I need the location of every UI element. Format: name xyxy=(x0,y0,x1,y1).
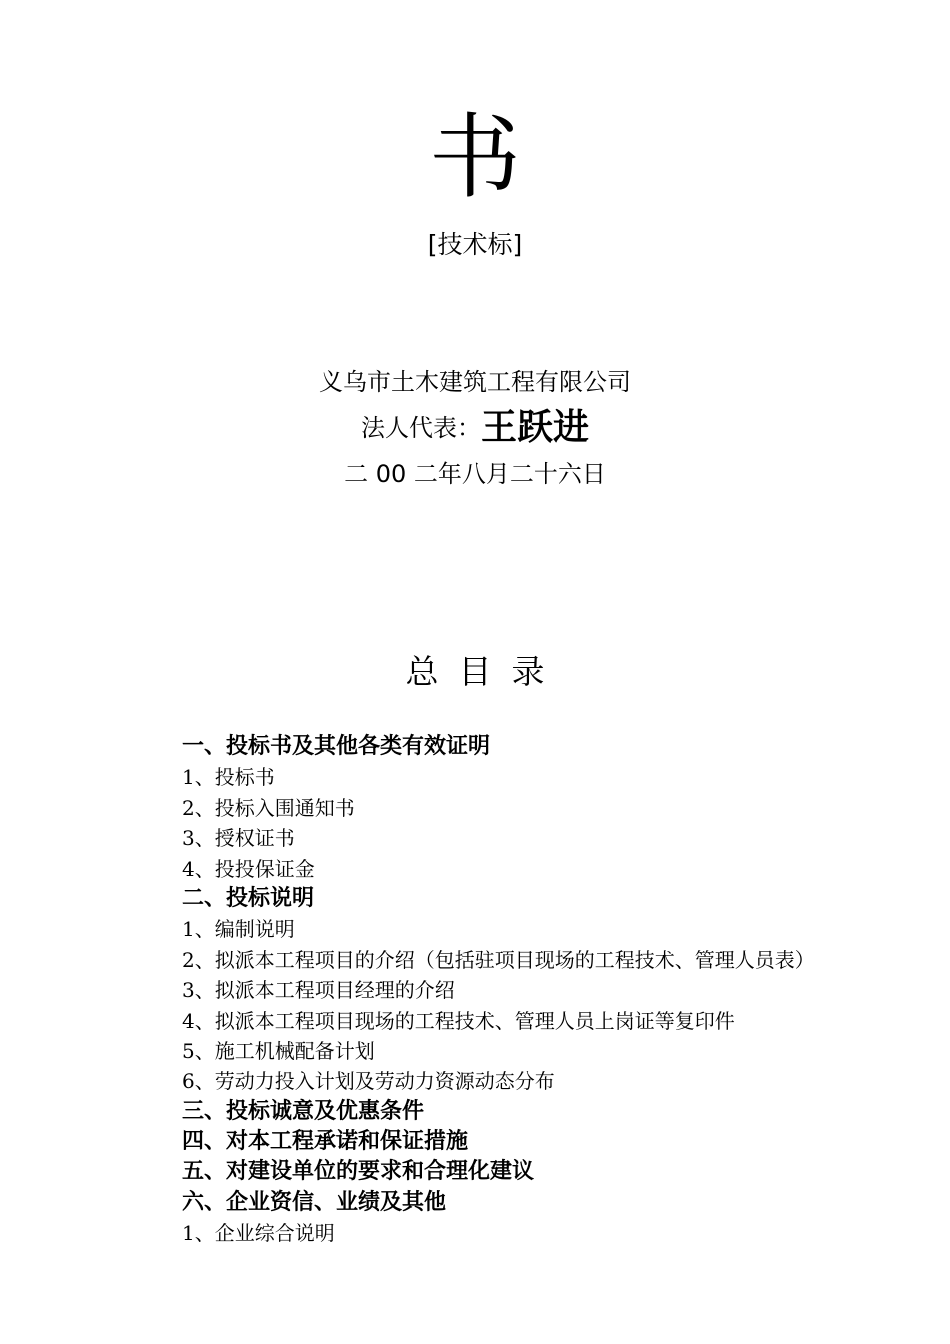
toc-item: 5、施工机械配备计划 xyxy=(182,1038,375,1063)
toc-section-heading: 一、投标书及其他各类有效证明 xyxy=(182,734,491,759)
toc-item: 1、投标书 xyxy=(182,765,275,790)
toc-item: 2、拟派本工程项目的介绍（包括驻项目现场的工程技术、管理人员表） xyxy=(182,947,815,972)
company-name: 义乌市土木建筑工程有限公司 xyxy=(319,368,631,396)
toc-section-heading: 二、投标说明 xyxy=(182,885,315,911)
document-date: 二 00 二年八月二十六日 xyxy=(344,460,606,488)
legal-rep-label: 法人代表： xyxy=(360,414,481,442)
toc-section-heading: 四、对本工程承诺和保证措施 xyxy=(182,1129,469,1155)
toc-item: 4、投投保证金 xyxy=(182,856,315,881)
legal-representative-line xyxy=(0,407,950,448)
toc-item: 1、编制说明 xyxy=(182,917,295,942)
cover-subtitle: [技术标] xyxy=(427,230,523,259)
legal-rep-name: 王跃进 xyxy=(480,407,589,448)
toc-item: 6、劳动力投入计划及劳动力资源动态分布 xyxy=(182,1069,555,1094)
toc-item: 4、拟派本工程项目现场的工程技术、管理人员上岗证等复印件 xyxy=(182,1008,735,1033)
toc-heading: 总目录 xyxy=(405,652,565,691)
toc-item: 3、授权证书 xyxy=(182,826,295,851)
toc-item: 2、投标入围通知书 xyxy=(182,795,355,820)
toc-section-heading: 五、对建设单位的要求和合理化建议 xyxy=(182,1159,535,1185)
table-of-contents xyxy=(182,732,815,1249)
cover-title: 书 xyxy=(428,104,521,211)
toc-section-heading: 三、投标诚意及优惠条件 xyxy=(182,1098,425,1124)
toc-item: 1、企业综合说明 xyxy=(182,1221,335,1246)
toc-item: 3、拟派本工程项目经理的介绍 xyxy=(182,978,455,1003)
toc-section-heading: 六、企业资信、业绩及其他 xyxy=(182,1189,447,1215)
